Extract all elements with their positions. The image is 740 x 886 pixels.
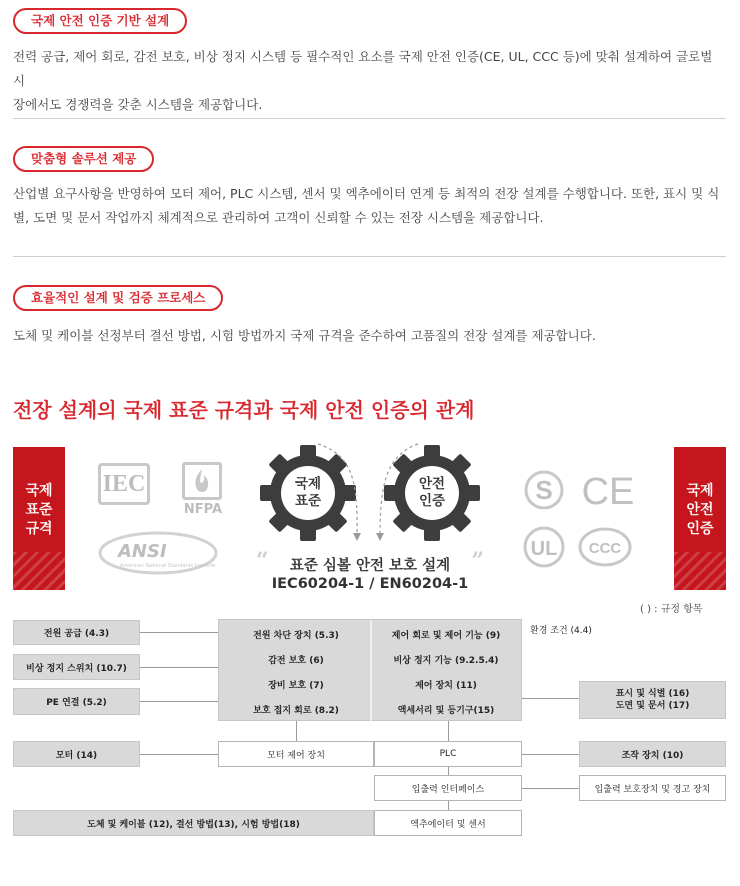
symbol-design-text: 표준 심볼 안전 보호 설계	[289, 558, 451, 574]
text-line: 전력 공급, 제어 회로, 감전 보호, 비상 정지 시스템 등 필수적인 요소를 국제 안전 인증(CE, UL, CCC 등)에 맞춰 설계하여 글로벌 시	[13, 49, 713, 88]
power-supply-box: 전원 공급 (4.3)	[13, 620, 140, 645]
shock-protection-item: 감전 보호 (6)	[268, 656, 324, 666]
s-mark-text: S	[535, 475, 553, 505]
docs-item: 도면 및 문서 (17)	[615, 701, 690, 711]
emergency-stop-switch-box: 비상 정지 스위치 (10.7)	[13, 654, 140, 680]
gear-label: 표준	[294, 493, 322, 509]
ansi-text: ANSI	[118, 541, 167, 562]
text-line: 도체 및 케이블 선정부터 결선 방법, 시험 방법까지 국제 규격을 준수하여 고품질의 전장 설계를 제공합니다.	[13, 328, 596, 343]
regulation-note: ( ) : 규정 항목	[640, 604, 703, 615]
motor-control-box: 모터 제어 장치	[218, 741, 374, 767]
symbol-design-title: “ 표준 심볼 안전 보호 설계 ”	[256, 548, 484, 574]
section-badge-certification: 국제 안전 인증 기반 설계	[13, 8, 187, 34]
io-interface-box: 입출력 인터페이스	[374, 775, 522, 801]
gear-label: 안전	[418, 476, 446, 492]
banner-text: 안전	[686, 502, 714, 518]
core-requirements-box	[218, 619, 522, 721]
iec-logo: IEC	[98, 463, 150, 505]
io-protection-box: 입출력 보호장치 및 경고 장치	[579, 775, 726, 801]
control-circuit-item: 제어 회로 및 제어 기능 (9)	[391, 631, 501, 641]
control-device-item: 제어 장치 (11)	[415, 681, 477, 691]
certification-gear	[382, 443, 482, 543]
banner-text: 국제	[25, 483, 53, 499]
gear-label: 인증	[418, 493, 446, 509]
emergency-stop-function-item: 비상 정지 기능 (9.2.5.4)	[393, 656, 499, 666]
standard-code: IEC60204-1 / EN60204-1	[271, 576, 469, 592]
protective-earth-item: 보호 접지 회로 (8.2)	[253, 706, 339, 716]
section-badge-process: 효율적인 설계 및 검증 프로세스	[13, 285, 223, 311]
section-badge-custom-solution: 맞춤형 솔루션 제공	[13, 146, 154, 172]
accessories-item: 액세서리 및 등기구(15)	[397, 706, 495, 716]
ce-mark-icon: CE	[581, 471, 635, 513]
banner-text: 국제	[686, 483, 714, 499]
text-line: 별, 도면 및 문서 작업까지 체계적으로 관리하여 고객이 신뢰할 수 있는 전장 시스템을 제공합니다.	[13, 210, 544, 225]
marking-docs-box	[579, 681, 726, 719]
actuator-sensor-box: 엑추에이터 및 센서	[374, 810, 522, 836]
nfpa-text: NFPA	[183, 502, 223, 517]
banner-text: 표준	[25, 502, 53, 518]
environment-label: 환경 조건 (4.4)	[530, 626, 592, 636]
banner-text: 인증	[686, 521, 714, 537]
motor-box: 모터 (14)	[13, 741, 140, 767]
equipment-protection-item: 장비 보호 (7)	[268, 681, 324, 691]
plc-box: PLC	[374, 741, 522, 767]
diagram-title: 전장 설계의 국제 표준 규격과 국제 안전 인증의 관계	[13, 398, 475, 422]
text-line: 장에서도 경쟁력을 갖춘 시스템을 제공합니다.	[13, 97, 263, 112]
ansi-subtext: American National Standards Institute	[120, 563, 216, 569]
ccc-mark-text: CCC	[588, 540, 622, 557]
operator-device-box: 조작 장치 (10)	[579, 741, 726, 767]
power-disconnect-item: 전원 차단 장치 (5.3)	[253, 631, 339, 641]
marking-item: 표시 및 식별 (16)	[615, 689, 690, 699]
cable-wiring-box: 도체 및 케이블 (12), 결선 방법(13), 시험 방법(18)	[13, 810, 374, 836]
gear-label: 국제	[294, 476, 322, 492]
banner-text: 규격	[25, 521, 53, 537]
text-line: 산업별 요구사항을 반영하여 모터 제어, PLC 시스템, 센서 및 엑추에이터 연계 등 최적의 전장 설계를 수행합니다. 또한, 표시 및 식	[13, 186, 720, 201]
pe-connection-box: PE 연결 (5.2)	[13, 688, 140, 715]
ul-mark-text: UL	[530, 538, 558, 560]
standards-gear	[258, 443, 358, 543]
